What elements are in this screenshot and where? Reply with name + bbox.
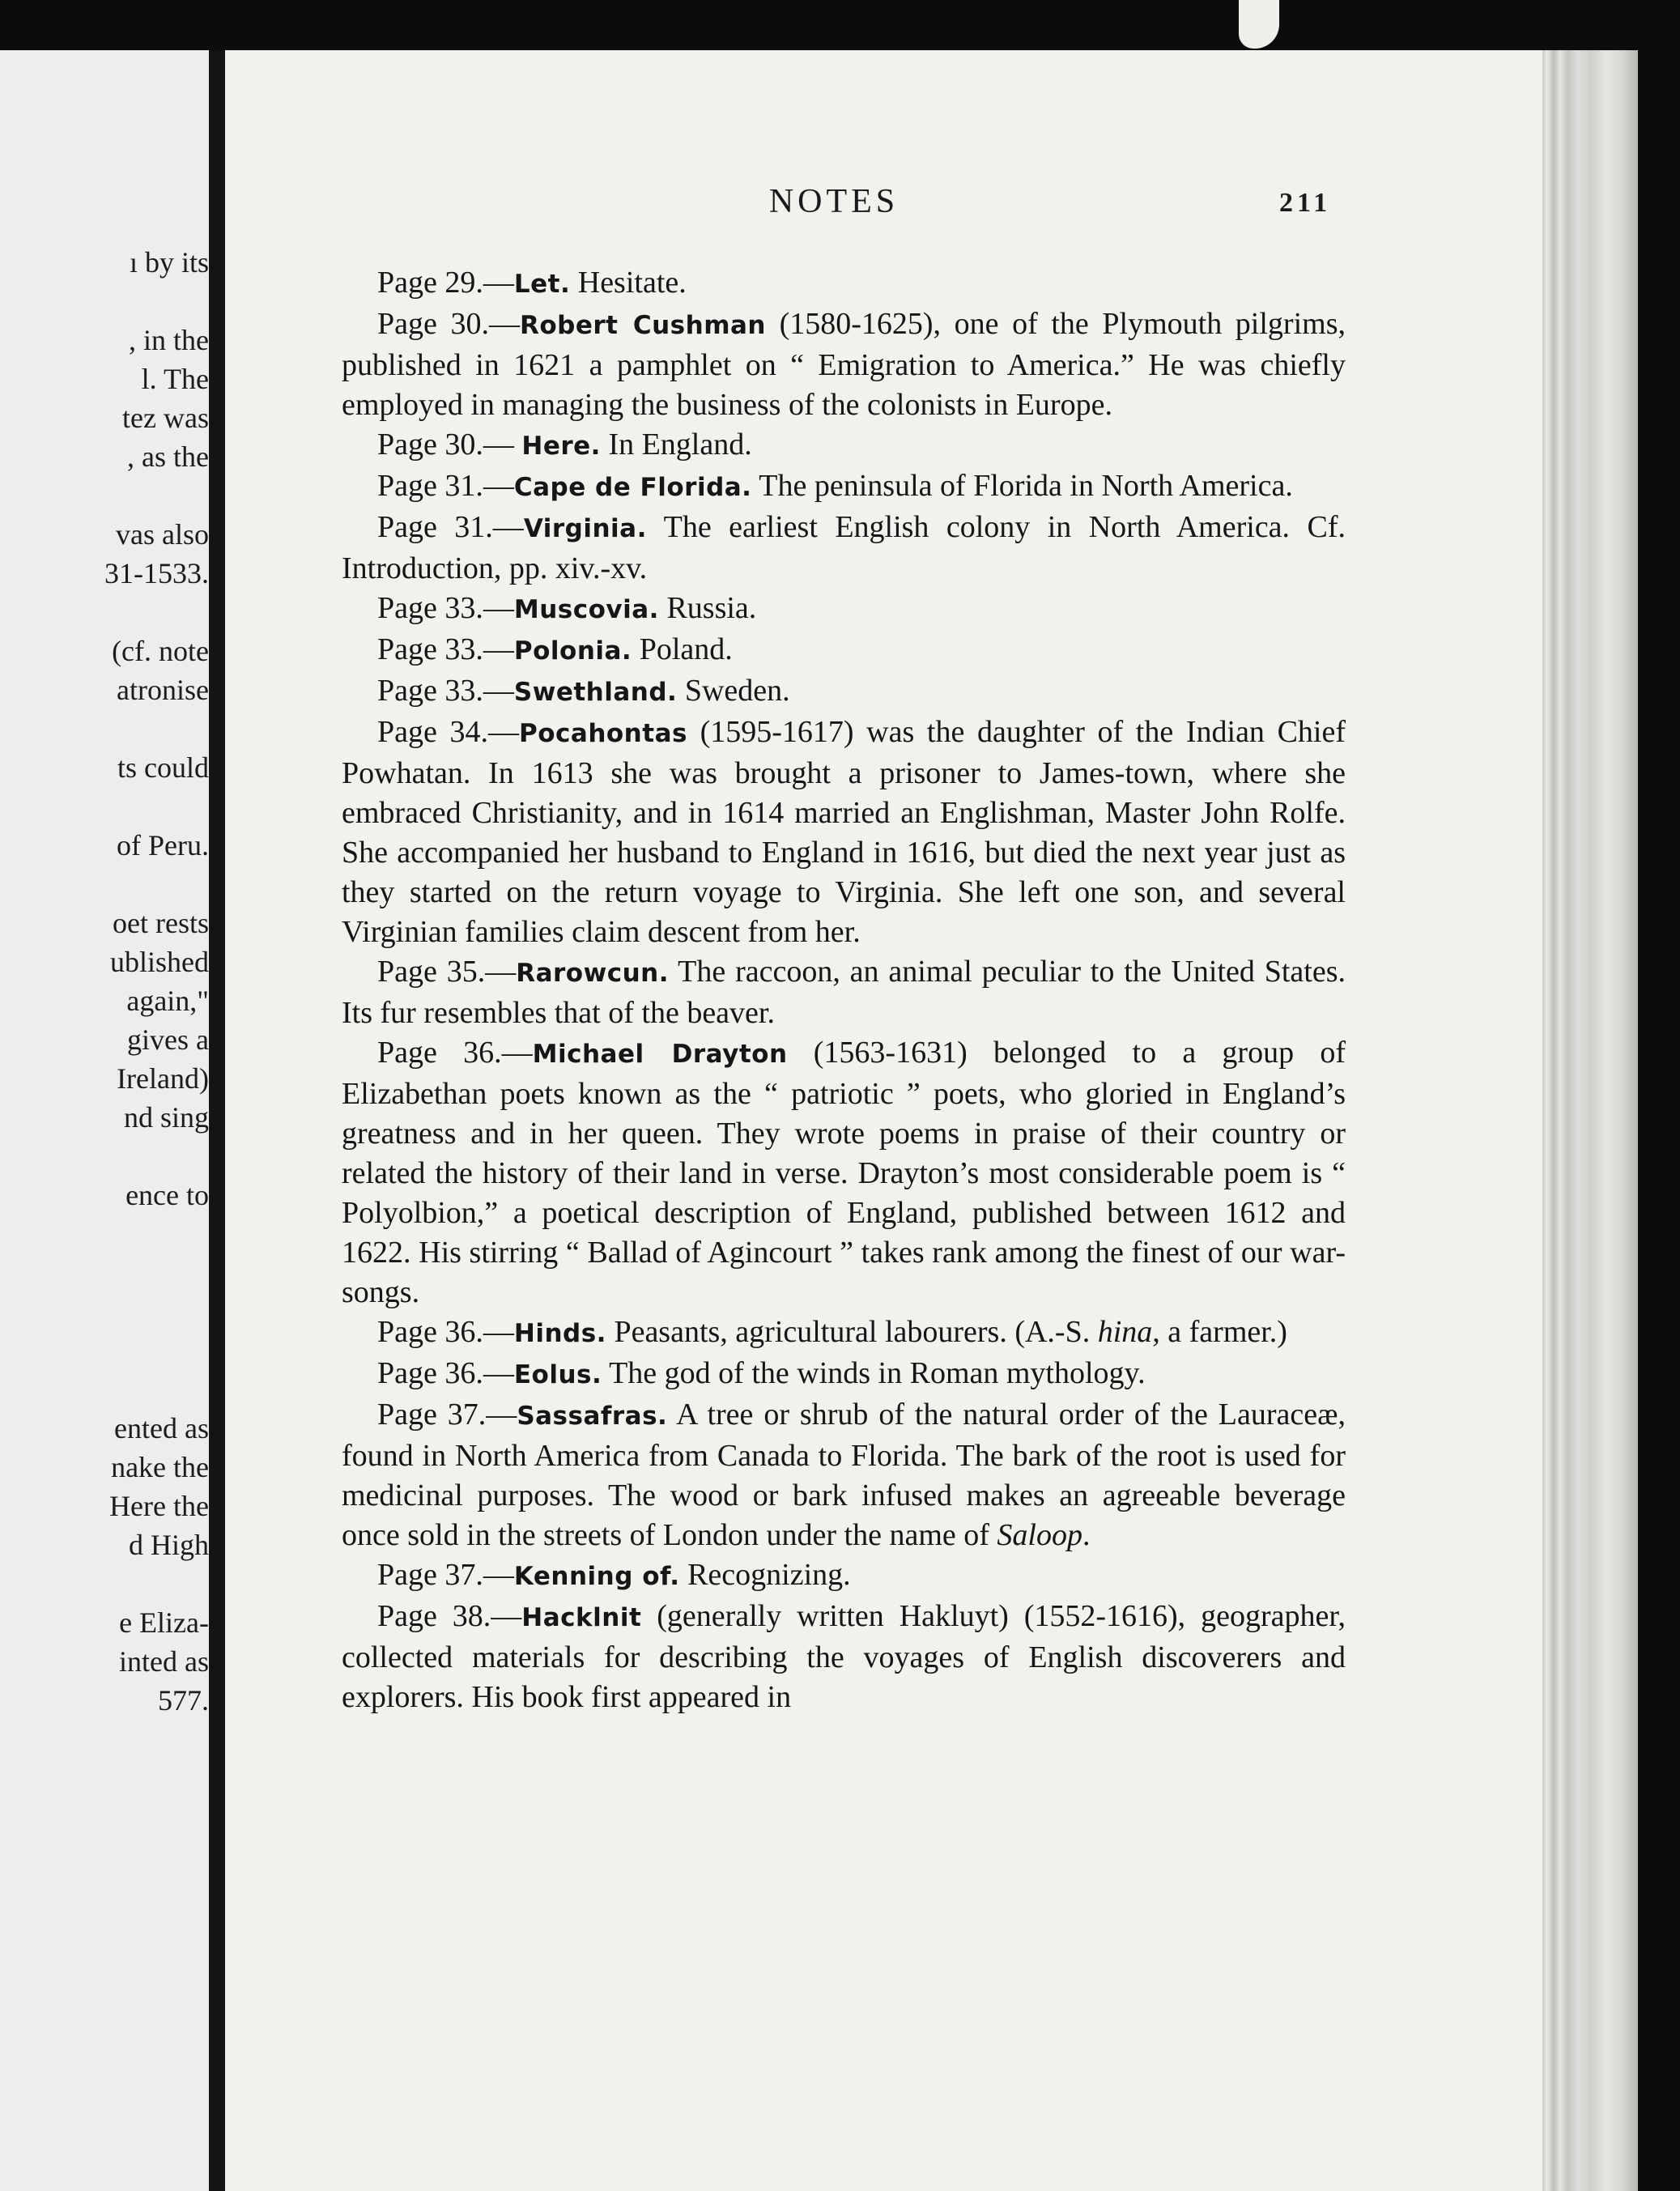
note-headword: Hacklnit bbox=[521, 1603, 642, 1632]
facing-page-line: ence to bbox=[125, 1179, 209, 1211]
facing-page-line: ublished bbox=[110, 946, 209, 978]
note-headword: Let. bbox=[513, 270, 571, 299]
facing-page-line: ented as bbox=[114, 1412, 209, 1444]
note-text-tail: . bbox=[1082, 1518, 1091, 1552]
note-text: Poland. bbox=[632, 632, 733, 666]
note-page-ref: Page 36.— bbox=[377, 1356, 514, 1390]
note-text: The peninsula of Florida in North America. bbox=[751, 469, 1293, 503]
note-text: The raccoon, an animal peculiar to the United States. Its fur resembles that of the beaver. bbox=[342, 955, 1346, 1030]
note-text: (1595-1617) was the daughter of the Indian Chief Powhatan. In 1613 she was brought a prisoner to James-town, where she embraced Christianity, and in 1614 married an Englishman, Master John Rolfe. She accompanied her husband to England in 1616, but died the next year just as they started on the return voyage to Virginia. She left one son, and several Virginian families claim descent from her. bbox=[342, 715, 1346, 949]
note-text: Peasants, agricultural labourers. (A.-S. bbox=[606, 1315, 1098, 1349]
note-page-ref: Page 37.— bbox=[377, 1558, 514, 1592]
facing-page-line: nd sing bbox=[123, 1101, 209, 1134]
facing-page-line: oet rests bbox=[113, 907, 209, 939]
facing-page-line: , in the bbox=[129, 324, 209, 356]
note-headword: Muscovia. bbox=[513, 595, 659, 624]
note-page-ref: Page 29.— bbox=[377, 266, 514, 300]
note-page-ref: Page 36.— bbox=[377, 1036, 533, 1070]
note-headword: Pocahontas bbox=[519, 719, 687, 748]
notes-list bbox=[342, 263, 1346, 1717]
facing-page-line: ts could bbox=[117, 751, 209, 784]
note-page-ref: Page 31.— bbox=[377, 469, 514, 503]
note-page-ref: Page 33.— bbox=[377, 674, 514, 708]
note-entry bbox=[342, 263, 1346, 304]
note-entry bbox=[342, 466, 1346, 508]
note-page-ref: Page 34.— bbox=[377, 715, 519, 749]
note-page-ref: Page 37.— bbox=[377, 1398, 517, 1432]
note-headword: Michael Drayton bbox=[532, 1040, 788, 1069]
note-text: The earliest English colony in North America. Cf. Introduction, pp. xiv.-xv. bbox=[342, 510, 1346, 585]
note-entry bbox=[342, 1597, 1346, 1717]
note-entry bbox=[342, 508, 1346, 589]
facing-page-line: gives a bbox=[127, 1023, 209, 1056]
facing-page-line: atronise bbox=[117, 674, 209, 706]
note-text-tail: , a farmer.) bbox=[1152, 1315, 1287, 1349]
facing-page-line: inted as bbox=[119, 1645, 209, 1678]
note-text: (1563-1631) belonged to a group of Elizabethan poets known as the “ patriotic ” poets, who gloried in England’s greatness and in her queen. They wrote poems in praise of their country or related the history of their land in verse. Drayton’s most considerable poem is “ Polyolbion,” a poetical description of England, published between 1612 and 1622. His stirring “ Ballad of Agincourt ” takes rank among the finest of our war-songs. bbox=[342, 1036, 1346, 1309]
note-entry bbox=[342, 952, 1346, 1033]
note-entry bbox=[342, 1312, 1346, 1354]
note-headword: Sassafras. bbox=[517, 1402, 668, 1431]
note-italic-term: Saloop bbox=[997, 1518, 1082, 1552]
note-text: Russia. bbox=[658, 591, 757, 625]
note-text: Recognizing. bbox=[679, 1558, 851, 1592]
facing-page-line: ı by its bbox=[129, 246, 209, 279]
note-text: Hesitate. bbox=[570, 266, 687, 300]
note-page-ref: Page 31.— bbox=[377, 510, 524, 544]
note-headword: Here. bbox=[521, 432, 601, 461]
facing-page-line: l. The bbox=[141, 363, 209, 395]
note-entry bbox=[342, 1395, 1346, 1555]
note-headword: Swethland. bbox=[513, 678, 678, 707]
note-text: The god of the winds in Roman mythology. bbox=[602, 1356, 1146, 1390]
note-headword: Kenning of. bbox=[513, 1562, 680, 1591]
note-headword: Polonia. bbox=[513, 636, 632, 666]
note-headword: Robert Cushman bbox=[519, 311, 766, 340]
note-entry bbox=[342, 1354, 1346, 1395]
note-italic-term: hina bbox=[1097, 1315, 1153, 1349]
note-entry bbox=[342, 304, 1346, 425]
note-page-ref: Page 33.— bbox=[377, 591, 514, 625]
note-headword: Hinds. bbox=[513, 1319, 606, 1348]
note-page-ref: Page 30.— bbox=[377, 307, 520, 341]
facing-page-line: nake the bbox=[111, 1451, 209, 1483]
note-text: (1580-1625), one of the Plymouth pilgrims, published in 1621 a pamphlet on “ Emigration to America.” He was chiefly employed in managing the business of the colonists in Europe. bbox=[342, 307, 1346, 422]
note-page-ref: Page 33.— bbox=[377, 632, 514, 666]
note-text: A tree or shrub of the natural order of the Lauraceæ, found in North America from Canada to Florida. The bark of the root is used for medicinal purposes. The wood or bark infused makes an agreeable beverage once sold in the streets of London under the name of bbox=[342, 1398, 1346, 1552]
facing-page-line: Here the bbox=[109, 1490, 209, 1522]
note-headword: Cape de Florida. bbox=[513, 473, 752, 502]
facing-page-line: 577. bbox=[158, 1684, 209, 1717]
note-page-ref: Page 35.— bbox=[377, 955, 517, 989]
note-page-ref: Page 30.— bbox=[377, 428, 522, 462]
note-text: In England. bbox=[600, 428, 752, 462]
note-headword: Rarowcun. bbox=[516, 959, 670, 988]
note-entry bbox=[342, 1033, 1346, 1312]
note-entry bbox=[342, 671, 1346, 713]
note-headword: Eolus. bbox=[513, 1360, 602, 1389]
note-entry bbox=[342, 589, 1346, 630]
page-number: 211 bbox=[1279, 188, 1332, 218]
note-headword: Virginia. bbox=[523, 514, 647, 543]
note-text: Sweden. bbox=[677, 674, 790, 708]
note-entry bbox=[342, 425, 1346, 466]
facing-page-line: e Eliza- bbox=[119, 1606, 209, 1639]
scan-border bbox=[1638, 0, 1680, 2191]
facing-page-line: vas also bbox=[116, 518, 209, 551]
page-edges bbox=[1542, 50, 1638, 2191]
book-gutter bbox=[209, 50, 225, 2191]
facing-page-line: again," bbox=[126, 985, 209, 1017]
note-entry bbox=[342, 1555, 1346, 1597]
facing-page-line: tez was bbox=[122, 402, 209, 434]
running-head: NOTES bbox=[768, 183, 900, 220]
facing-page-line: d High bbox=[129, 1529, 209, 1561]
facing-page-line: 31-1533. bbox=[104, 557, 209, 589]
paper-tab bbox=[1239, 0, 1279, 49]
note-entry bbox=[342, 713, 1346, 952]
facing-page-line: (cf. note bbox=[112, 635, 209, 667]
facing-page-line: Ireland) bbox=[117, 1062, 209, 1095]
facing-page-line: of Peru. bbox=[117, 829, 209, 862]
note-page-ref: Page 36.— bbox=[377, 1315, 514, 1349]
note-text: (generally written Hakluyt) (1552-1616), geographer, collected materials for describing the voyages of English discoverers and explorers. His book first appeared in bbox=[342, 1599, 1346, 1714]
facing-page-line: , as the bbox=[127, 440, 209, 473]
note-page-ref: Page 38.— bbox=[377, 1599, 522, 1633]
facing-page bbox=[0, 50, 209, 2191]
note-entry bbox=[342, 630, 1346, 671]
